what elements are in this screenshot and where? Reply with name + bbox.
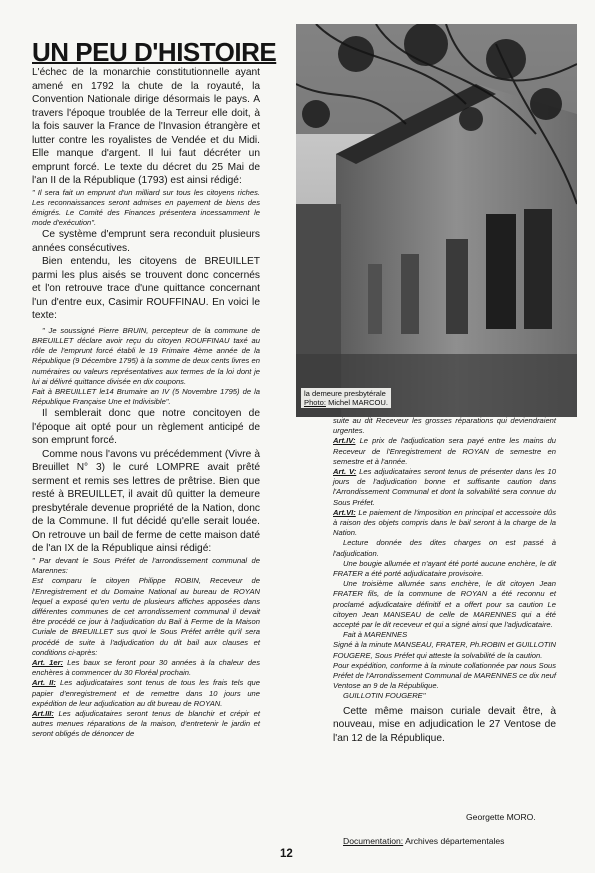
presbytery-photo-image — [296, 24, 577, 417]
article-1: Art. 1er: Les baux se feront pour 30 années à la chaleur des enchères à commencer du 30 Floréal prochain. — [32, 657, 260, 678]
closing-paragraph: Cette même maison curiale devait être, à nouveau, mise en adjudication le 27 Ventose de l'an 12 de la République. — [333, 705, 556, 744]
documentation-label: Documentation: — [343, 836, 404, 846]
right-column — [333, 416, 556, 745]
paragraph-system: Ce système d'emprunt sera reconduit plusieurs années consécutives. — [32, 229, 260, 254]
lease-quote-body: Est comparu le citoyen Philippe ROBIN, Receveur de l'Enregistrement et du Domaine National au bureau de ROYAN lequel a exposé qu'en vertu de plusieurs affiches apposées dans différentes communes de cet arrondissement communal il devait être procédé ce jour à l'adjudication du Bail à Ferme de la Maison Curiale de BREUILLET sus quoi le Sous Préfet arrête qu'il sera procédé de suite à l'adjudication du dit bail aux clauses et conditions ci-après: — [32, 576, 260, 657]
candle-paragraph: Une bougie allumée et n'ayant été porté aucune enchère, le dit FRATER a été porté adjudicataire provisoire. — [333, 558, 556, 579]
article-4-label: Art.IV: — [333, 436, 356, 446]
page-title: UN PEU D'HISTOIRE — [32, 37, 277, 67]
photo-caption — [301, 388, 391, 408]
page-number: 12 — [280, 848, 293, 860]
article-3-continued: suite au dit Receveur les grosses réparations qui deviendraient urgentes. — [333, 416, 556, 436]
paragraph-lompre: Comme nous l'avons vu précédemment (Vivre à Breuillet N° 3) le curé LOMPRE avait prêté serment et remis ses lettres de prêtrise. Bien que resté à BREUILLET, il avait dû quitter la demeure presbytérale devenue propriété de la Nation, donc de la Commune. Il fut décidé qu'elle serait louée. On retrouve un bail de ferme de cette maison daté de l'an IX de la République ainsi rédigé: — [32, 448, 260, 555]
author-signature: Georgette MORO. — [466, 812, 536, 822]
guillotin-signature: GUILLOTIN FOUGERE" — [343, 691, 426, 701]
photo-caption-title: la demeure presbytérale — [304, 389, 386, 398]
paragraph-breuillet: Bien entendu, les citoyens de BREUILLET parmi les plus aisés se trouvent donc concernés et l'on retrouve trace d'une quittance concernant l'un d'entre eux, Casimir ROUFFINAU. En voici le texte: — [32, 256, 260, 322]
article-1-label: Art. 1er: — [32, 657, 64, 667]
signed-paragraph: Signé à la minute MANSEAU, FRATER, Ph.ROBIN et GUILLOTIN FOUGERE, Sous Préfet qui atteste la solvabilité de la caution. — [333, 640, 556, 660]
article-3-label: Art.III: — [32, 708, 54, 718]
article-6-label: Art.VI: — [333, 507, 356, 517]
reading-paragraph: Lecture donnée des dites charges on est passé à l'adjudication. — [333, 538, 556, 558]
photo-credit-label: Photo: — [304, 398, 326, 407]
documentation-credit: Documentation: Archives départementales — [343, 836, 505, 846]
article-2: Art. II: Les adjudicataires sont tenus de tous les frais tels que papier d'enregistrement et de remettre dans 10 jours une expédition de leur adjudication au dit bureau de ROYAN. — [32, 678, 261, 708]
paragraph-anticipe: Il semblerait donc que notre concitoyen de l'époque ait opté pour un règlement anticipé de son emprunt forcé. — [32, 408, 260, 447]
lease-quote-intro: " Par devant le Sous Préfet de l'arrondissement communal de Marennes: — [32, 555, 260, 576]
article-2-label: Art. II: — [32, 678, 56, 688]
article-4: Art.IV: Le prix de l'adjudication sera payé entre les mains du Receveur de l'Enregistrement de ROYAN de semestre en semestre et à l'année. — [333, 436, 556, 466]
article-3: Art.III: Les adjudicataires seront tenus de blanchir et crépir et autres menues réparations de la maison, d'entretenir le jardin et seront obligés de dénoncer de — [32, 708, 260, 739]
photo-credit: Photo: Michel MARCOU. — [304, 398, 388, 407]
fait-a-marennes: Fait à MARENNES — [343, 630, 408, 640]
article-5-label: Art. V: — [333, 467, 357, 477]
expedition-paragraph: Pour expédition, conforme à la minute collationnée par nous Sous Préfet de l'Arrondissement Communal de MARENNES ce dix neuf Ventose an 9 de la République. — [333, 660, 556, 691]
receipt-quote-end: Fait à BREUILLET le14 Brumaire an IV (5 Novembre 1795) de la République Française Une et Indivisible". — [32, 387, 260, 407]
article-5: Art. V: Les adjudicataires seront tenus de présenter dans les 10 jours de l'adjudication bonne et suffisante caution dans l'Arrondissement Communal et dont la solvabilité sera connue du Sous Préfet. — [333, 467, 557, 507]
third-candle-paragraph: Une troisième allumée sans enchère, le dit citoyen Jean FRATER fils, de la commune de ROYAN a été reconnu et proclamé adjudicataire définitif et a offert pour sa caution Le citoyen Jean MANSEAU de celle de MARENNES qui a été accepté par le dit receveur et qui a signé ainsi que l'adjudicataire. — [333, 579, 556, 630]
article-6: Art.VI: Le paiement de l'imposition en principal et accessoire dûs à raison des objets compris dans le bail seront à la charge de la Nation. — [333, 507, 556, 538]
receipt-quote: " Je soussigné Pierre BRUIN, percepteur de la commune de BREUILLET déclare avoir reçu du citoyen ROUFFINAU taxé au rôle de l'emprunt forcé établi le 19 Frimaire 4ème année de la République (9 Décembre 1795) à la somme de deux cents livres en numéraires ou valeurs représentatives aux termes de la loi dont je lui ai délivré quittance divisée en dix coupons. — [32, 325, 260, 386]
intro-paragraph: L'échec de la monarchie constitutionnelle ayant amené en 1792 la chute de la royauté, la Convention Nationale dirige désormais le pays. A travers l'époque troublée de la Terreur elle doit, à la fois sauver la France de l'Invasion étrangère et lutter contre les royalistes de Vendée et du Midi. Elle manque d'argent. Il lui faut décréter un emprunt forcé. Le texte du décret du 25 Mai de l'an II de la République (1793) est ainsi rédigé: — [32, 67, 260, 186]
decree-quote: " Il sera fait un emprunt d'un milliard sur tous les citoyens riches. Les reconnaissances seront admises en payement de biens des émigrés. Le Comité des Finances présentera incessamment le mode d'exécution". — [32, 187, 260, 228]
left-column — [32, 66, 260, 740]
presbytery-photo — [296, 24, 577, 417]
